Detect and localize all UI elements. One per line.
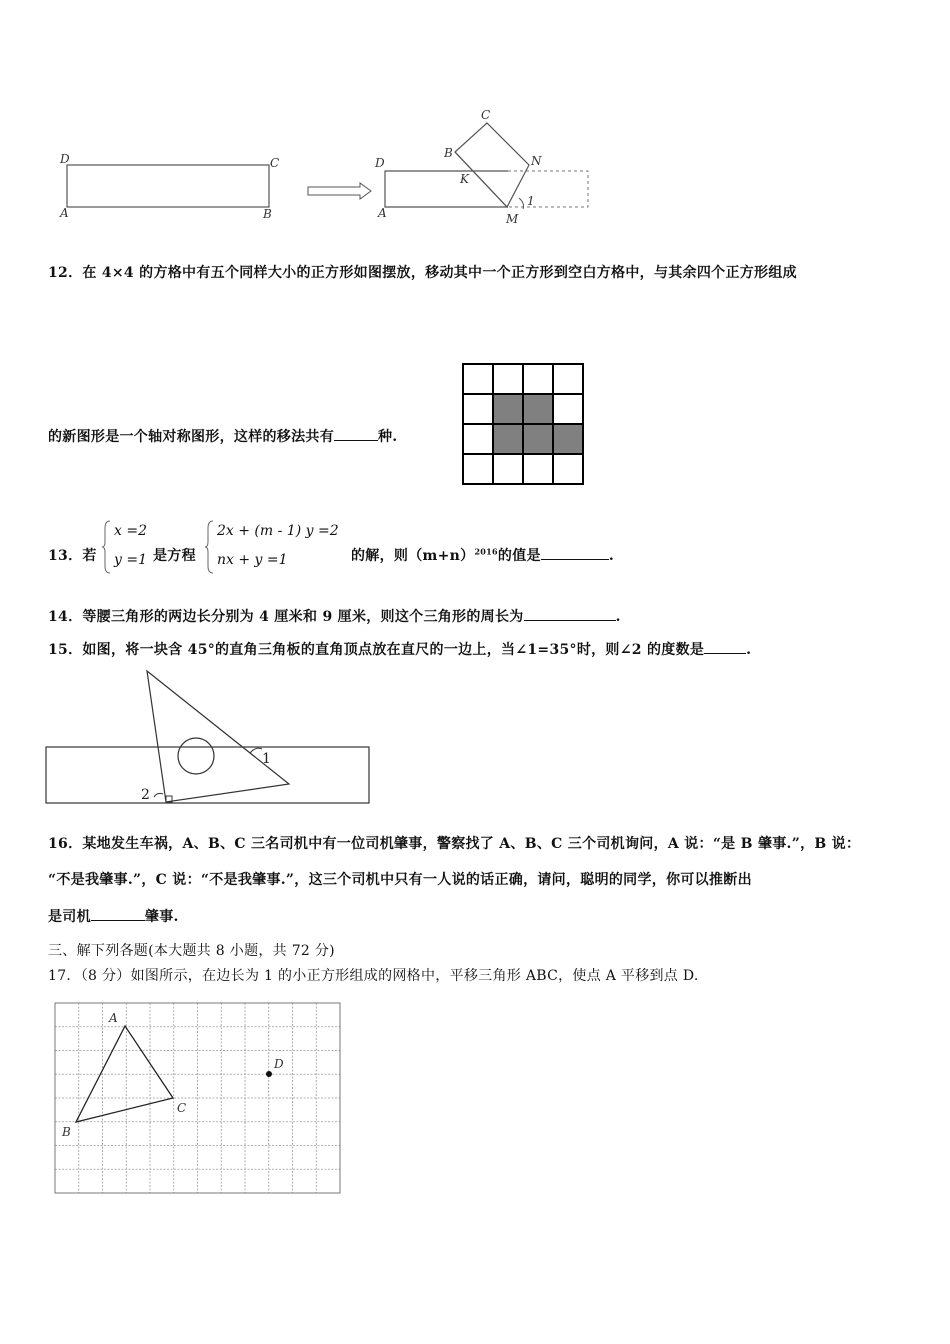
q17-label-D: D xyxy=(274,1057,284,1071)
label-folded-N: N xyxy=(531,154,542,168)
q14-answer-blank[interactable] xyxy=(524,608,616,621)
label-C: C xyxy=(270,156,280,170)
q13-after: 的解，则（m+n） xyxy=(351,548,475,564)
q16-line3-end: 肇事. xyxy=(144,909,179,925)
label-folded-K: K xyxy=(460,172,469,186)
q15-end: . xyxy=(746,642,752,658)
q17-label-A: A xyxy=(109,1011,118,1025)
label-folded-M: M xyxy=(506,212,519,226)
q13-tail: 的值是 xyxy=(497,548,541,564)
label-folded-D: D xyxy=(375,156,385,170)
q14 xyxy=(48,606,621,626)
label-folded-C: C xyxy=(481,108,491,122)
q13-answer-blank[interactable] xyxy=(541,547,609,560)
q15-text: 15．如图，将一块含 45°的直角三角板的直角顶点放在直尺的一边上，当∠1=35°时，则∠2 的度数是 xyxy=(48,642,705,658)
q15-angle-2-label: 2 xyxy=(141,787,150,803)
q15-answer-blank[interactable] xyxy=(704,641,746,654)
q16-line2: “不是我肇事.”，C 说：“不是我肇事.”，这三个司机中只有一人说的话正确，请问，聪明的同学，你可以推断出 xyxy=(48,872,752,888)
section3-title: 三、解下列各题(本大题共 8 小题，共 72 分) xyxy=(48,943,335,959)
q17-label-B: B xyxy=(62,1125,71,1139)
label-folded-A: A xyxy=(378,206,387,220)
q16-line3 xyxy=(48,906,179,926)
q12-line2-text: 的新图形是一个轴对称图形，这样的移法共有 xyxy=(48,429,334,445)
q16-line3-text: 是司机 xyxy=(48,909,91,925)
q17-grid-figure xyxy=(50,998,346,1198)
q13-system1 xyxy=(102,520,152,574)
q17-text: 17．（8 分）如图所示，在边长为 1 的小正方形组成的网格中，平移三角形 ABC，使点 A 平移到点 D. xyxy=(48,968,699,984)
q13-number: 13．若 xyxy=(48,548,97,564)
q13-rest xyxy=(351,545,614,565)
q12-grid-figure xyxy=(462,363,586,487)
q15-angle-1-label: 1 xyxy=(262,751,271,767)
q13-sys2-eq2: nx + y =1 xyxy=(217,552,288,568)
q16-answer-blank[interactable] xyxy=(91,908,145,921)
q12-answer-blank[interactable] xyxy=(334,428,378,441)
q13-sys1-eq2: y =1 xyxy=(114,552,147,568)
label-D: D xyxy=(60,152,70,166)
q12-line1: 12．在 4×4 的方格中有五个同样大小的正方形如图摆放，移动其中一个正方形到空白方格中，与其余四个正方形组成 xyxy=(48,265,797,281)
q17-label-C: C xyxy=(177,1101,187,1115)
q13-exponent: 2016 xyxy=(474,546,498,557)
label-A: A xyxy=(60,206,69,220)
q13-system2 xyxy=(205,520,355,574)
q13-sys2-eq1: 2x + (m - 1) y =2 xyxy=(217,523,339,539)
q13-mid: 是方程 xyxy=(153,548,196,564)
q15-triangle-ruler-figure xyxy=(44,666,374,808)
q12-line2 xyxy=(48,426,397,446)
q16-line1: 16．某地发生车祸，A、B、C 三名司机中有一位司机肇事，警察找了 A、B、C 三个司机询问，A 说：“是 B 肇事.”，B 说： xyxy=(48,836,861,852)
q15 xyxy=(48,639,751,659)
label-folded-B: B xyxy=(444,146,453,160)
q14-text: 14．等腰三角形的两边长分别为 4 厘米和 9 厘米，则这个三角形的周长为 xyxy=(48,609,524,625)
q12-line2-end: 种. xyxy=(378,429,398,445)
q14-end: . xyxy=(615,609,621,625)
q13-sys1-eq1: x =2 xyxy=(114,523,147,539)
q13-end: . xyxy=(608,548,614,564)
fold-figure xyxy=(55,105,615,230)
label-angle-1: 1 xyxy=(527,194,535,208)
label-B: B xyxy=(263,207,272,221)
